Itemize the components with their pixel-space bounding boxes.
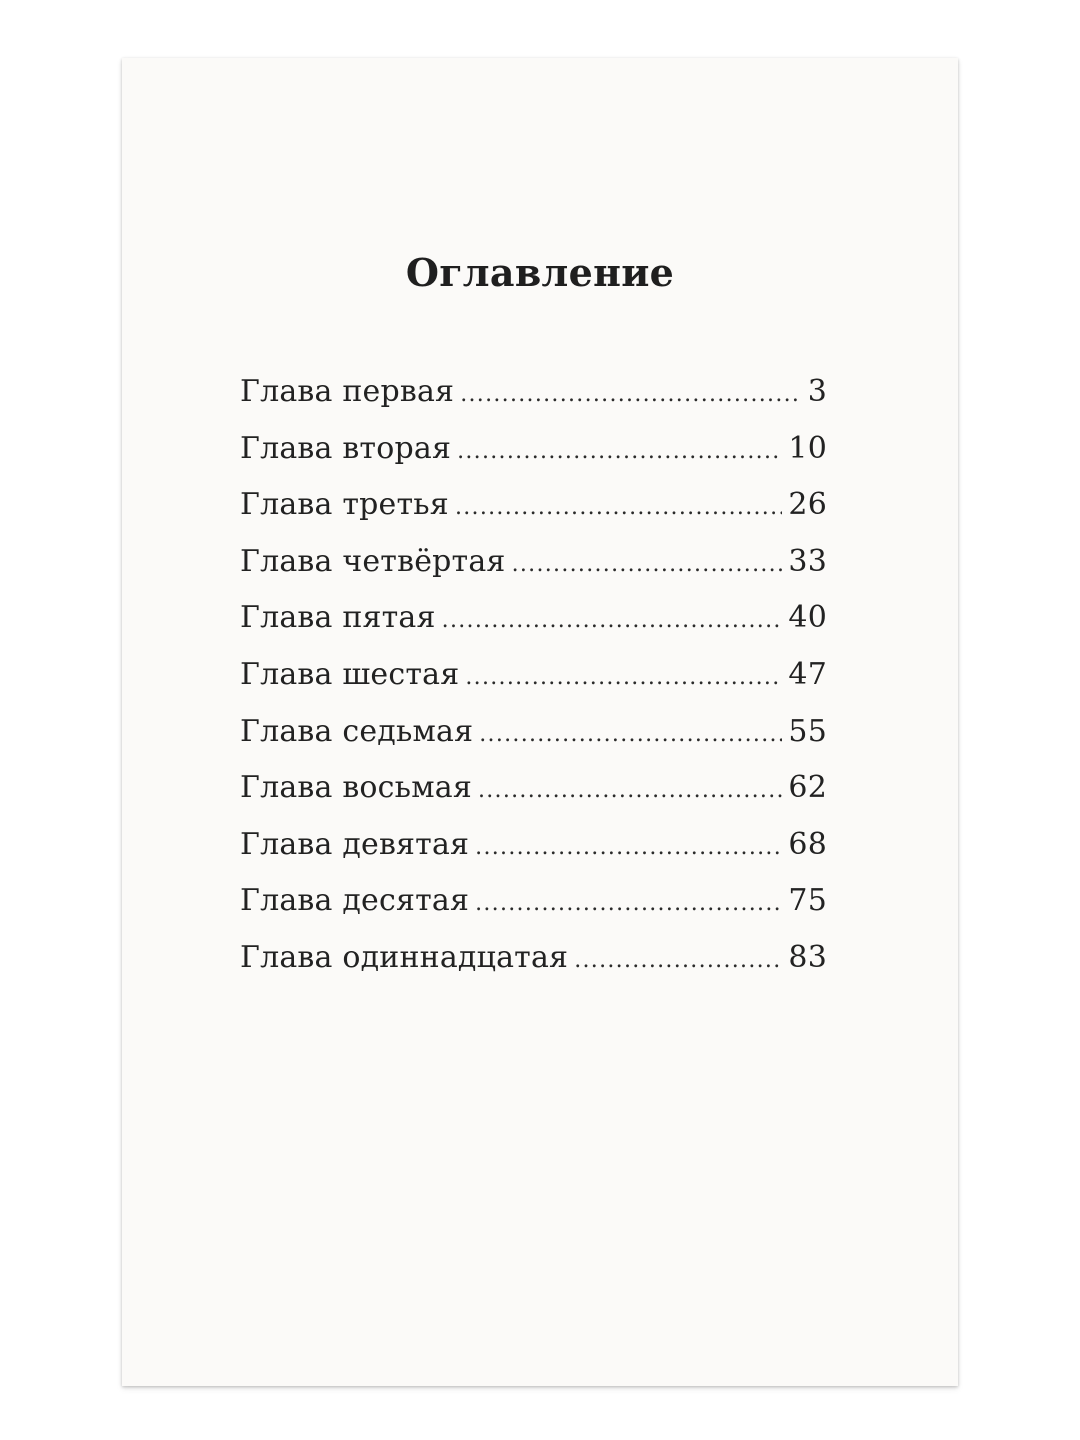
toc-entry xyxy=(240,647,827,704)
toc-entry xyxy=(240,421,827,478)
toc-entry-label: Глава первая xyxy=(240,374,455,409)
toc-entry xyxy=(240,704,827,761)
toc-entry-label: Глава четвёртая xyxy=(240,543,506,579)
toc-entry-label: Глава девятая xyxy=(240,826,470,862)
dot-leader xyxy=(475,820,782,877)
toc-entry xyxy=(240,817,827,874)
dot-leader xyxy=(478,763,782,820)
dot-leader xyxy=(442,593,783,650)
dot-leader xyxy=(475,876,782,933)
toc-entry-page: 26 xyxy=(788,487,827,523)
page-title: Оглавление xyxy=(405,250,675,295)
toc-entry xyxy=(240,364,827,421)
toc-entry xyxy=(240,477,827,534)
toc-entry-page: 55 xyxy=(788,713,827,749)
toc-entry xyxy=(240,930,827,987)
toc-entry-page: 62 xyxy=(788,770,827,806)
toc-entry xyxy=(240,760,827,817)
toc-entry-page: 33 xyxy=(788,543,827,579)
toc-entry-page: 75 xyxy=(788,883,827,919)
dot-leader xyxy=(574,933,782,990)
toc-entry-page: 68 xyxy=(788,826,827,862)
toc-entry-page: 40 xyxy=(788,600,827,636)
toc-entry-label: Глава седьмая xyxy=(240,713,474,749)
table-of-contents xyxy=(240,364,827,987)
toc-entry-label: Глава пятая xyxy=(240,600,436,636)
book-page xyxy=(122,58,958,1386)
toc-entry xyxy=(240,873,827,930)
dot-leader xyxy=(455,480,782,537)
toc-entry-page: 83 xyxy=(788,939,827,975)
dot-leader xyxy=(465,650,782,707)
toc-entry-label: Глава одиннадцатая xyxy=(240,939,569,975)
dot-leader xyxy=(512,537,783,594)
toc-entry-page: 10 xyxy=(788,430,827,466)
toc-entry-label: Глава вторая xyxy=(240,430,452,466)
toc-entry xyxy=(240,534,827,591)
dot-leader xyxy=(479,707,782,764)
toc-entry-label: Глава третья xyxy=(240,487,449,523)
toc-entry-label: Глава шестая xyxy=(240,656,460,692)
toc-entry xyxy=(240,590,827,647)
toc-entry-label: Глава десятая xyxy=(240,883,470,919)
toc-entry-label: Глава восьмая xyxy=(240,770,472,806)
toc-entry-page: 3 xyxy=(807,374,827,409)
dot-leader xyxy=(460,367,802,424)
toc-entry-page: 47 xyxy=(788,656,827,692)
dot-leader xyxy=(457,424,782,481)
